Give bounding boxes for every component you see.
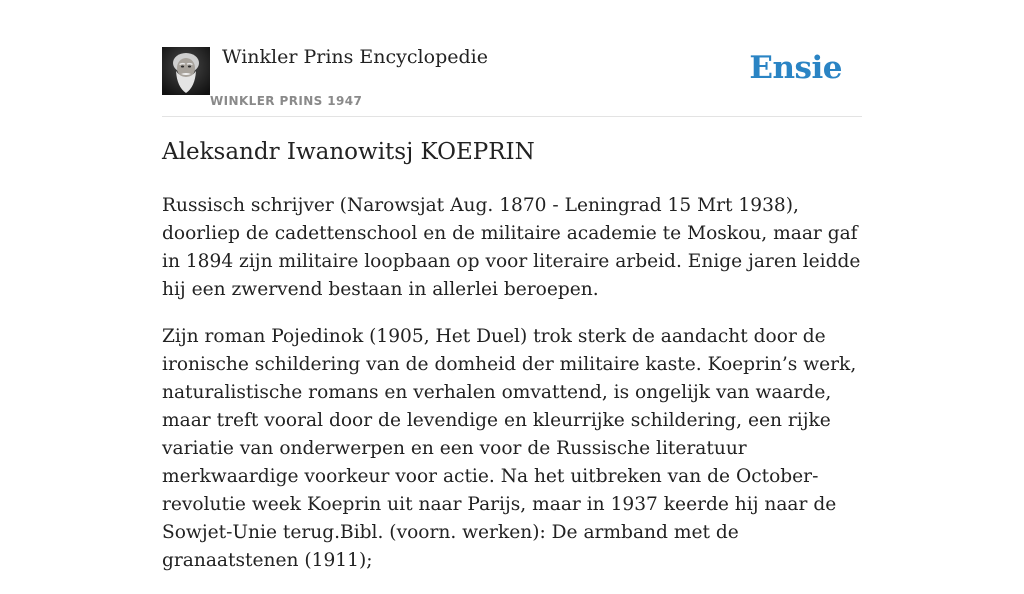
article-title: Aleksandr Iwanowitsj KOEPRIN (162, 139, 535, 165)
content-container (162, 0, 862, 571)
header (162, 0, 862, 117)
article-paragraph: Zijn roman Pojedinok (1905, Het Duel) trok sterk de aandacht door de ironische schildering van de domheid der militaire kaste. Koeprin’s werk, naturalistische romans en verhalen omvattend, is ongelijk van waarde, maar treft vooral door de levendige en kleurrijke schildering, een rijke variatie van onderwerpen en een voor de Russische literatuur merkwaardige voorkeur voor actie. Na het uitbreken van de October-revolutie week Koeprin uit naar Parijs, maar in 1937 keerde hij naar de Sowjet-Unie terug.Bibl. (voorn. werken): De armband met de granaatstenen (1911); (162, 326, 857, 571)
source-title[interactable]: Winkler Prins Encyclopedie (222, 46, 488, 68)
bearded-man-portrait-icon (162, 47, 210, 95)
article-body (162, 192, 862, 594)
source-subtitle[interactable]: WINKLER PRINS 1947 (210, 94, 363, 108)
article-paragraph: Russisch schrijver (Narowsjat Aug. 1870 - Leningrad 15 Mrt 1938), doorliep de cadettenschool en de militaire academie te Moskou, maar gaf in 1894 zijn militaire loopbaan op voor literaire arbeid. Enige jaren leidde hij een zwervend bestaan in allerlei beroepen. (162, 195, 861, 300)
brand-logo[interactable]: Ensie (749, 50, 842, 86)
source-avatar[interactable] (162, 47, 210, 95)
